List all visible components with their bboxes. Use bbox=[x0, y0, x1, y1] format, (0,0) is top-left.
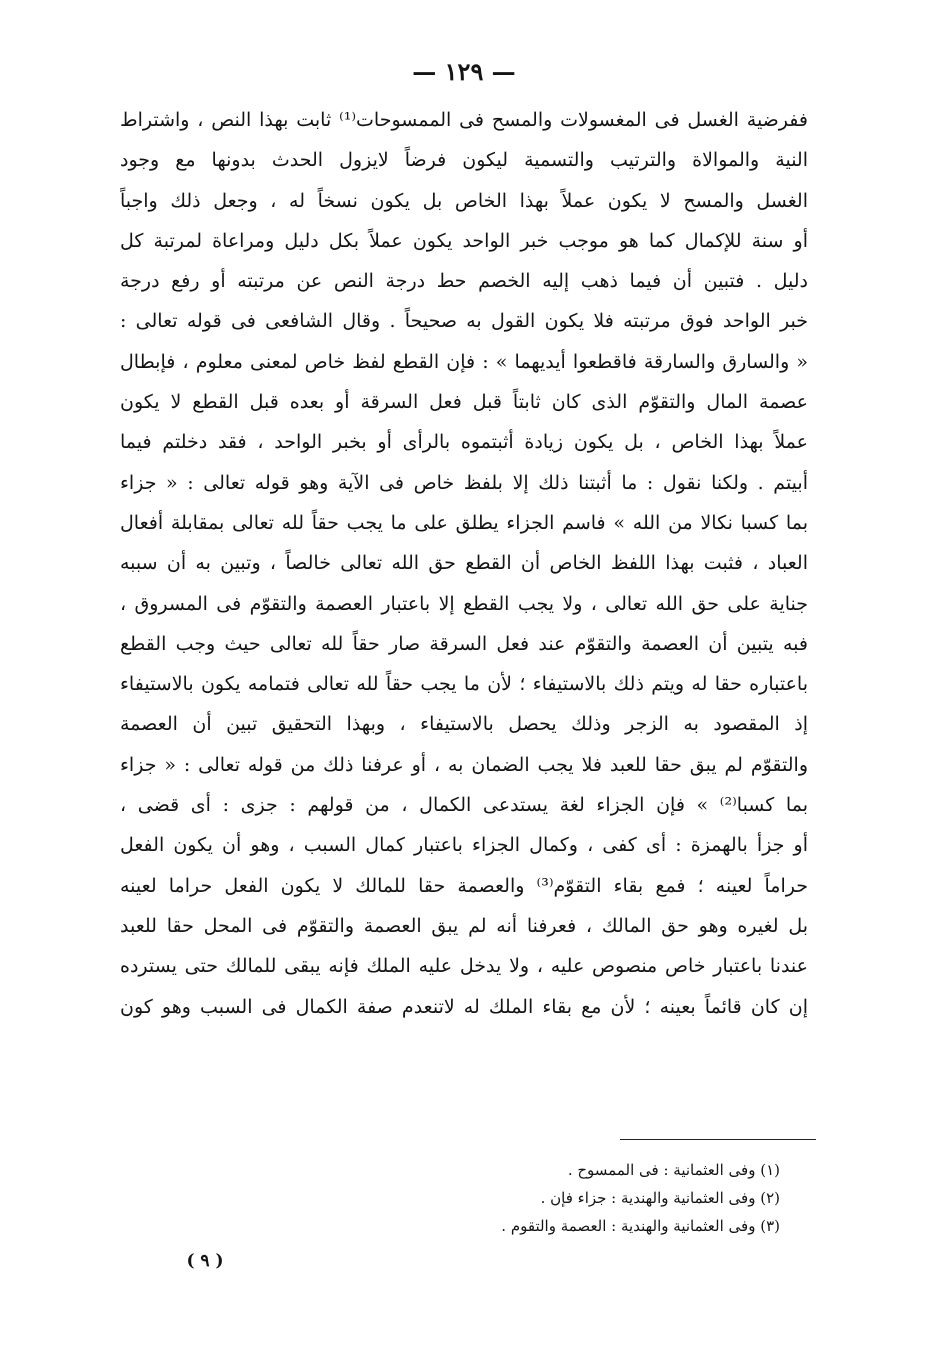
text-line: عملاً بهذا الخاص ، بل يكون زيادة أثبتموه بالرأى أو بخبر الواحد ، فقد دخلتم فيما bbox=[120, 431, 808, 454]
footnote: (٣) وفى العثمانية والهندية : العصمة والتقوم . bbox=[501, 1217, 780, 1235]
text-line: بما كسبا نكالا من الله » فاسم الجزاء يطلق على ما يجب حقاً لله تعالى بمقابلة أفعال bbox=[120, 511, 808, 534]
text-line: الغسل والمسح لا يكون عملاً بهذا الخاص بل يكون نسخاً له ، وجعل ذلك واجباً bbox=[120, 189, 808, 212]
text-line: حراماً لعينه ؛ فمع بقاء التقوّم⁽³⁾ والعصمة حقا للمالك لا يكون الفعل حراما لعينه bbox=[120, 874, 808, 897]
text-line: عندنا باعتبار خاص منصوص عليه ، ولا يدخل عليه الملك فإنه يبقى للمالك حتى يسترده bbox=[120, 955, 808, 978]
text-line: فبه يتبين أن العصمة والتقوّم عند فعل السرقة صار حقاً لله تعالى حيث وجب القطع bbox=[120, 632, 808, 655]
text-line: أو سنة للإكمال كما هو موجب خبر الواحد يكون عملاً بكل دليل ومراعاة لمرتبة كل bbox=[120, 229, 808, 252]
footnotes bbox=[300, 1156, 780, 1240]
footnote: (١) وفى العثمانية : فى الممسوح . bbox=[567, 1161, 780, 1179]
text-line: أبيتم . ولكنا نقول : ما أثبتنا ذلك إلا بلفظ خاص فى الآية وهو قوله تعالى : « جزاء bbox=[120, 471, 808, 494]
text-line: عصمة المال والتقوّم الذى كان ثابتاً قبل فعل السرقة أو بعده قبل القطع لا يكون bbox=[120, 391, 808, 414]
text-line: « والسارق والسارقة فاقطعوا أيديهما » : فإن القطع لفظ خاص لمعنى معلوم ، فإبطال bbox=[120, 350, 808, 373]
text-line: العباد ، فثبت بهذا اللفظ الخاص أن القطع حق الله تعالى خالصاً ، وتبين به أن سببه bbox=[120, 552, 808, 575]
text-line: والتقوّم لم يبق حقا للعبد فلا يجب الضمان به ، أو عرفنا ذلك من قوله تعالى : « جزاء bbox=[120, 753, 808, 776]
text-line: أو جزأ بالهمزة : أى كفى ، وكمال الجزاء باعتبار كمال السبب ، وهو أن يكون الفعل bbox=[120, 834, 808, 857]
text-line: خبر الواحد فوق مرتبته فلا يكون القول به صحيحاً . وقال الشافعى فى قوله تعالى : bbox=[120, 310, 808, 333]
text-line: باعتباره حقا له ويتم ذلك بالاستيفاء ؛ لأن ما يجب حقاً لله تعالى فتمامه يكون بالاستيفاء bbox=[120, 673, 808, 696]
signature-mark: ( ٩ ) bbox=[186, 1251, 224, 1271]
footnote: (٢) وفى العثمانية والهندية : جزاء فإن . bbox=[540, 1189, 780, 1207]
text-line: جناية على حق الله تعالى ، ولا يجب القطع إلا باعتبار العصمة والتقوّم فى المسروق ، bbox=[120, 592, 808, 615]
text-line: إن كان قائماً بعينه ؛ لأن مع بقاء الملك له لاتنعدم صفة الكمال فى السبب وهو كون bbox=[120, 995, 808, 1018]
text-line: بما كسبا⁽²⁾ » فإن الجزاء لغة يستدعى الكمال ، من قولهم : جزى : أى قضى ، bbox=[120, 794, 808, 817]
body-text bbox=[120, 100, 808, 1027]
footnote-divider bbox=[620, 1139, 816, 1140]
text-line: بل لغيره وهو حق المالك ، فعرفنا أنه لم يبق العصمة والتقوّم فى المحل حقا للعبد bbox=[120, 914, 808, 937]
text-line: إذ المقصود به الزجر وذلك يحصل بالاستيفاء ، وبهذا التحقيق تبين أن العصمة bbox=[120, 713, 808, 736]
text-line: ففرضية الغسل فى المغسولات والمسح فى الممسوحات⁽¹⁾ ثابت بهذا النص ، واشتراط bbox=[120, 109, 808, 131]
text-line: النية والموالاة والترتيب والتسمية ليكون فرضاً لايزول الحدث بدونها مع وجود bbox=[120, 149, 808, 172]
page-number: — ١٢٩ — bbox=[412, 57, 516, 86]
text-line: دليل . فتبين أن فيما ذهب إليه الخصم حط درجة النص عن مرتبته أو رفع درجة bbox=[120, 270, 808, 293]
